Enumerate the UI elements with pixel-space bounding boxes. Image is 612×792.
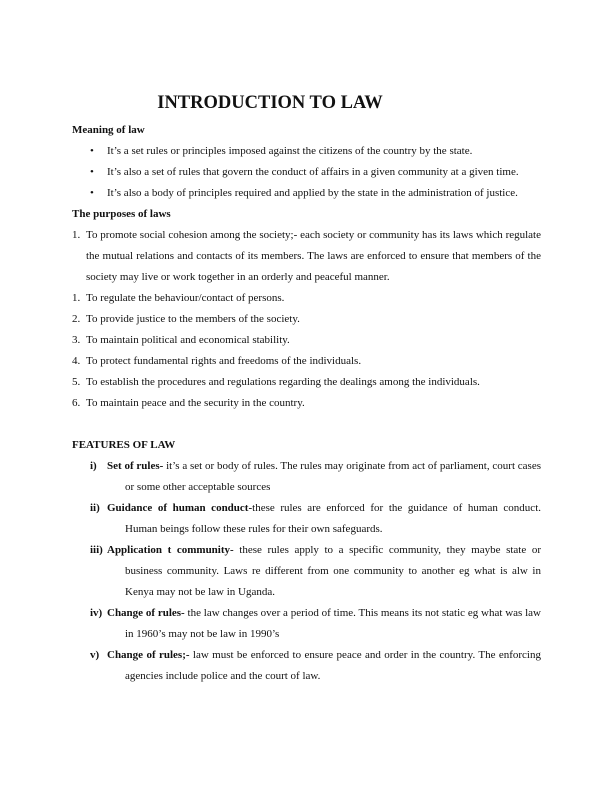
feature-item: v) Change of rules;- law must be enforced to ensure peace and order in the country. The enforcing agencies include police and the court of law. [90,649,541,682]
bullet-item: • It’s also a set of rules that govern the conduct of affairs in a given community at a given time. [72,162,541,183]
list-item: 2. To provide justice to the members of the society. [72,313,300,325]
feature-item: iii) Application t community- these rules apply to a specific community, they maybe state or business community. Laws re different from one community to another eg what is alw in Kenya may not be law in Uganda. [90,544,541,598]
list-item: 3. To maintain political and economical stability. [72,334,290,346]
bullet-icon: • [90,166,94,178]
list-item: 1. To promote social cohesion among the society;- each society or community has its laws which regulate the mutual relations and contacts of its members. The laws are enforced to ensure that members of the society may live or work together in an orderly and peaceful manner. [72,229,541,283]
features-heading: FEATURES OF LAW [72,439,176,451]
purposes-heading: The purposes of laws [72,208,171,220]
bullet-icon: • [90,187,94,199]
list-item: 1. To regulate the behaviour/contact of persons. [72,292,285,304]
page-title: INTRODUCTION TO LAW [157,93,383,113]
feature-item: i) Set of rules- it’s a set or body of rules. The rules may originate from act of parliament, court cases or some other acceptable sources [90,460,541,493]
list-item: 6. To maintain peace and the security in the country. [72,397,305,409]
meaning-heading: Meaning of law [72,124,145,136]
bullet-icon: • [90,145,94,157]
document-body [72,120,541,687]
list-item: 4. To protect fundamental rights and freedoms of the individuals. [72,355,362,367]
list-item: 5. To establish the procedures and regulations regarding the dealings among the individuals. [72,376,480,388]
bullet-item: • It’s a set rules or principles imposed against the citizens of the country by the state. [72,141,541,162]
spacer [72,414,541,435]
feature-item: iv) Change of rules- the law changes over a period of time. This means its not static eg what was law in 1960’s may not be law in 1990’s [90,607,541,640]
feature-item: ii) Guidance of human conduct-these rules are enforced for the guidance of human conduct. Human beings follow these rules for their own safeguards. [90,502,541,535]
bullet-item: • It’s also a body of principles required and applied by the state in the administration of justice. [72,183,541,204]
